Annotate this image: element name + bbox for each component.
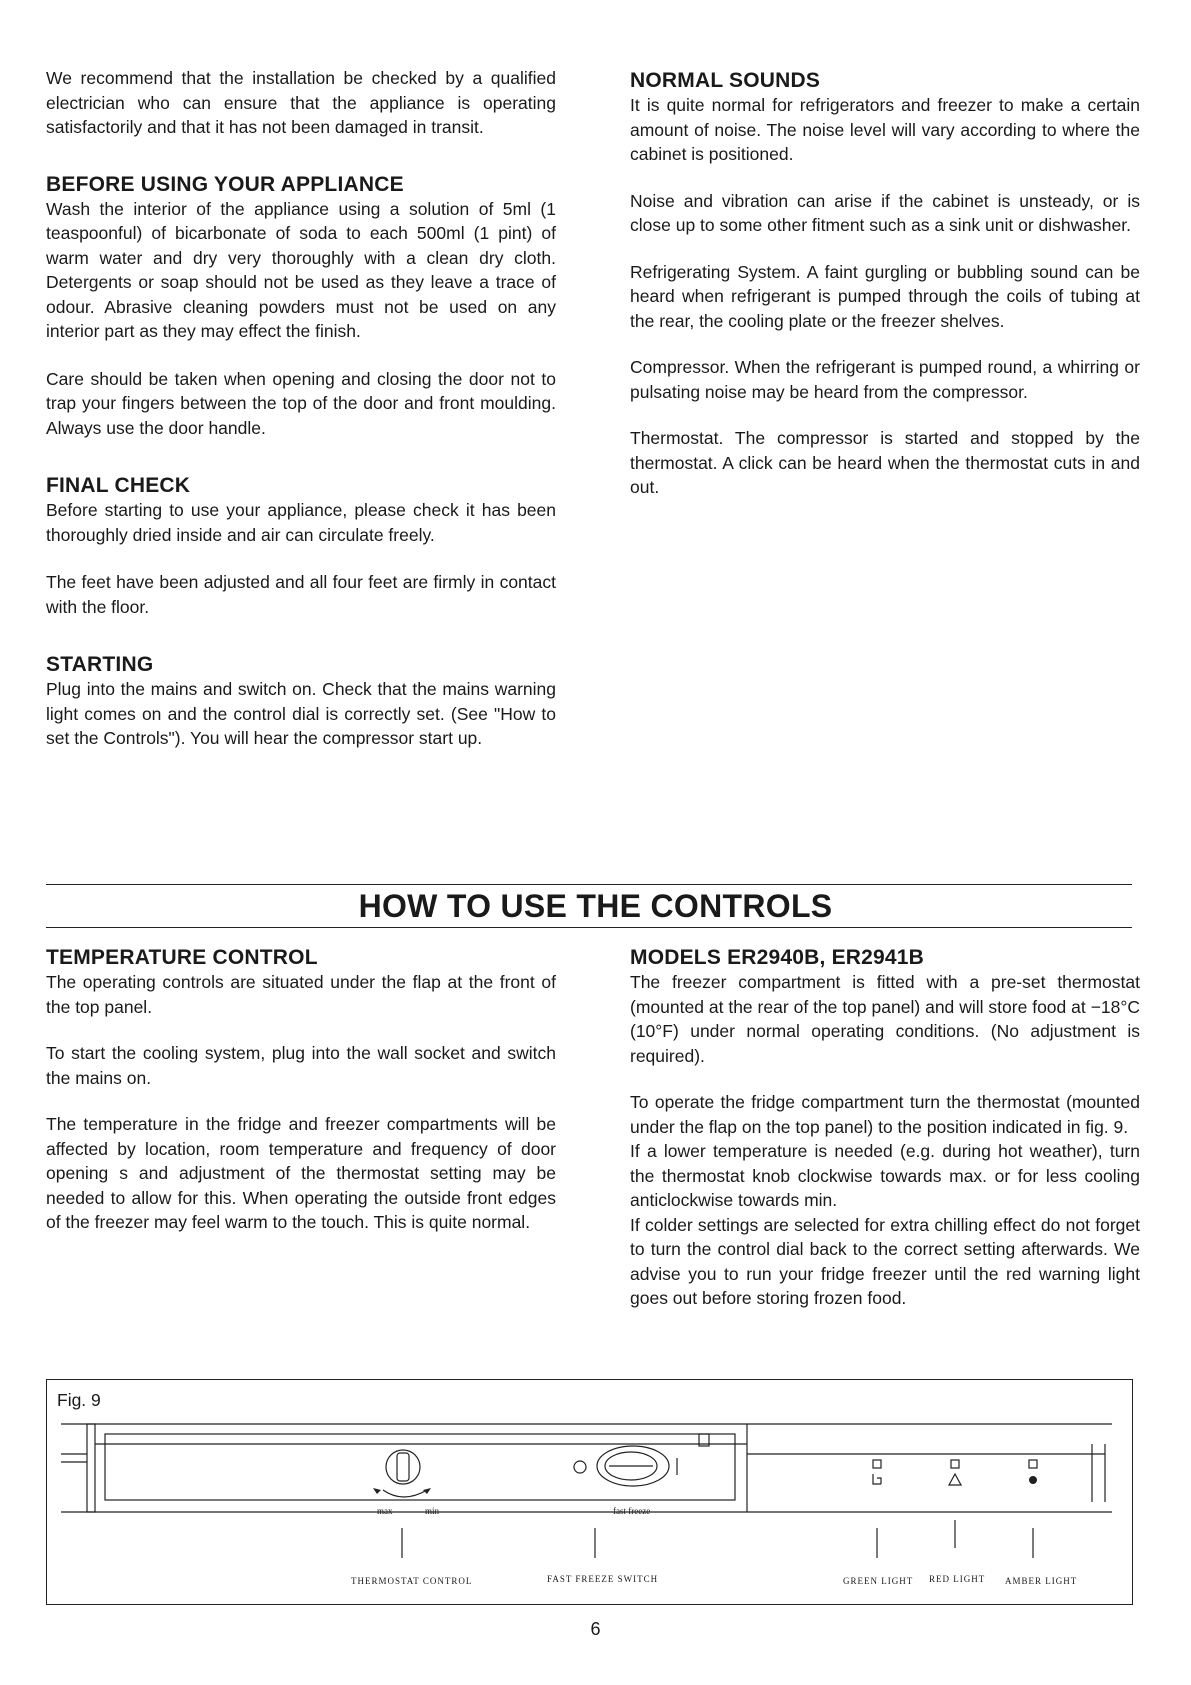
dial-max-label: max bbox=[377, 1506, 393, 1516]
dial-min-label: min bbox=[425, 1506, 440, 1516]
control-panel-diagram bbox=[47, 1380, 1132, 1604]
models-paragraph-3: If a lower temperature is needed (e.g. during hot weather), turn the thermostat knob clockwise towards max. or for less cooling anticlockwise towards min. bbox=[630, 1141, 1140, 1210]
red-light-label: RED LIGHT bbox=[929, 1574, 986, 1584]
final-check-heading: FINAL CHECK bbox=[46, 474, 191, 497]
starting-heading: STARTING bbox=[46, 653, 154, 676]
models-paragraph-4: If colder settings are selected for extra chilling effect do not forget to turn the control dial back to the correct setting afterwards. We advise you to run your fridge freezer until the red warning light goes out before storing frozen food. bbox=[630, 1214, 1140, 1308]
temperature-paragraph-3: The temperature in the fridge and freezer compartments will be affected by location, room temperature and frequency of door opening s and adjustment of the thermostat setting may be needed to allow for this. When operating the outside front edges of the freezer may feel warm to the touch. This is quite normal. bbox=[46, 1114, 556, 1232]
intro-paragraph: We recommend that the installation be checked by a qualified electrician who can ensure that the appliance is operating satisfactorily and that it has not been damaged in transit. bbox=[46, 68, 556, 137]
switch-label: fast freeze bbox=[613, 1506, 651, 1516]
fast-freeze-switch-label: FAST FREEZE SWITCH bbox=[547, 1574, 659, 1584]
top-rule bbox=[46, 884, 1132, 885]
normal-sounds-paragraph-3: Refrigerating System. A faint gurgling or bubbling sound can be heard when refrigerant is pumped through the coils of tubing at the rear, the cooling plate or the freezer shelves. bbox=[630, 261, 1140, 331]
before-using-paragraph-1: Wash the interior of the appliance using a solution of 5ml (1 teaspoonful) of bicarbonate of soda to each 500ml (1 pint) of warm water and dry very thoroughly with a clean dry cloth. Detergents or soap should not be used as they leave a trace of odour. Abrasive cleaning powders must not be used on any interior part as they may effect the finish. bbox=[46, 198, 556, 341]
left-column bbox=[46, 66, 556, 751]
normal-sounds-paragraph-5: Thermostat. The compressor is started and stopped by the thermostat. A click can be heard when the thermostat cuts in and out. bbox=[630, 428, 1140, 497]
right-column bbox=[630, 68, 1140, 500]
temperature-control-section bbox=[46, 945, 556, 1235]
normal-sounds-paragraph-2: Noise and vibration can arise if the cabinet is unsteady, or is close up to some other fitment such as a sink unit or dishwasher. bbox=[630, 190, 1140, 235]
temperature-control-heading: TEMPERATURE CONTROL bbox=[46, 946, 318, 969]
controls-title: HOW TO USE THE CONTROLS bbox=[358, 888, 833, 924]
final-check-paragraph-2: The feet have been adjusted and all four feet are firmly in contact with the floor. bbox=[46, 572, 556, 617]
normal-sounds-paragraph-4: Compressor. When the refrigerant is pumped round, a whirring or pulsating noise may be heard from the compressor. bbox=[630, 357, 1140, 402]
temperature-paragraph-1: The operating controls are situated under the flap at the front of the top panel. bbox=[46, 972, 556, 1017]
thermostat-control-label: THERMOSTAT CONTROL bbox=[351, 1576, 473, 1586]
bottom-rule bbox=[46, 927, 1132, 928]
models-paragraph-2: To operate the fridge compartment turn the thermostat (mounted under the flap on the top panel) to the position indicated in fig. 9. bbox=[630, 1092, 1140, 1137]
green-light-label: GREEN LIGHT bbox=[843, 1576, 914, 1586]
page-number: 6 bbox=[590, 1619, 601, 1639]
before-using-heading: BEFORE USING YOUR APPLIANCE bbox=[46, 172, 404, 196]
normal-sounds-paragraph-1: It is quite normal for refrigerators and freezer to make a certain amount of noise. The noise level will vary according to where the cabinet is positioned. bbox=[630, 95, 1140, 164]
before-using-paragraph-2: Care should be taken when opening and closing the door not to trap your fingers between the top of the door and front moulding. Always use the door handle. bbox=[46, 368, 556, 438]
figure-9 bbox=[46, 1379, 1133, 1605]
models-heading: MODELS ER2940B, ER2941B bbox=[630, 946, 925, 969]
amber-light-label: AMBER LIGHT bbox=[1005, 1576, 1078, 1586]
starting-paragraph: Plug into the mains and switch on. Check that the mains warning light comes on and the control dial is correctly set. (See "How to set the Controls"). You will hear the compressor start up. bbox=[46, 679, 556, 748]
models-paragraph-1: The freezer compartment is fitted with a pre-set thermostat (mounted at the rear of the top panel) and will store food at −18°C (10°F) under normal operating conditions. (No adjustment is required). bbox=[630, 972, 1140, 1066]
figure-label: Fig. 9 bbox=[57, 1390, 101, 1410]
models-section bbox=[630, 945, 1140, 1311]
final-check-paragraph-1: Before starting to use your appliance, please check it has been thoroughly dried inside and air can circulate freely. bbox=[46, 500, 556, 545]
temperature-paragraph-2: To start the cooling system, plug into the wall socket and switch the mains on. bbox=[46, 1043, 556, 1088]
normal-sounds-heading: NORMAL SOUNDS bbox=[630, 69, 821, 92]
